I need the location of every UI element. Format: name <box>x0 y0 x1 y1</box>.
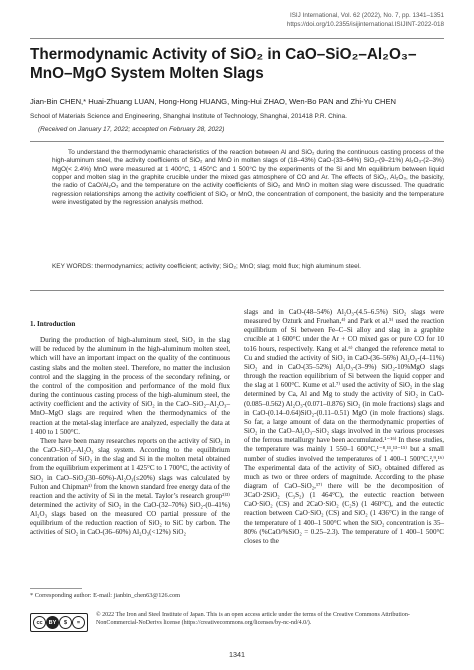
article-title: Thermodynamic Activity of SiO₂ in CaO–SiO₂–Al₂O₃–MnO–MgO System Molten Slags <box>30 46 417 82</box>
license-block <box>30 611 444 637</box>
noderivatives-icon: = <box>72 616 85 629</box>
keywords: KEY WORDS: thermodynamics; activity coefficient; activity; SiO₂; MnO; slag; mold flux; high aluminum steel. <box>52 263 361 270</box>
abstract-bottom-divider <box>30 290 444 291</box>
footnote-divider <box>30 588 82 589</box>
right-column <box>244 308 444 546</box>
journal-header <box>287 12 444 29</box>
section-heading-introduction: 1. Introduction <box>30 320 76 328</box>
journal-doi[interactable]: https://doi.org/10.2355/isijinternational.ISIJINT-2022-018 <box>286 20 444 28</box>
intro-paragraph-2-continued: slags and in CaO-(48–54%) Al₂O₃-(4.5–6.5%) SiO₂ slags were measured by Ozturk and Fruehan,⁴⁾ and Park et al.⁵⁾ used the reaction equilibrium of Si between Fe–C–Si alloy and slag in a graphite crucible at 1 600°C under the Ar + CO mixed gas or pure CO for 10 to16 hours, respectively. Kang et al.⁶⁾ changed the reference metal to Cu and studied the activity of SiO₂ in CaO-(36–56%) Al₂O₃-(4–11%) SiO₂ and in CaO-(35–52%) Al₂O₃-(3–9%) SiO₂-10%MgO slags through the reaction equilibrium of Si between the liquid copper and the slag at 1 600°C. Kume et al.⁷⁾ used the activity of SiO₂ in the slag determined by Ca, Al and Mg to study the activity of SiO₂ in CaO-(0.085–0.562) Al₂O₃-(0.071–0.876) SiO₂ (in mole fractions) slags and in CaO-(0.14–0.64)SiO₂-(0.11–0.51) MgO (in mole fractions) slags. So far, a large amount of data on the thermodynamic properties of SiO₂ in the CaO–Al₂O₃–SiO₂ slags involved in the various processes of the ferrous metallurgy have been accumulated.¹⁻¹⁶⁾ In these studies, the temperature was mainly 1 550–1 600°C,¹⁻⁸,¹¹,¹³⁻¹⁵⁾ but a small number of studies involved the temperatures of 1 400–1 500°C.²,⁹,¹⁶⁾ The experimental data of the activity of SiO₂ obtained differed as much as two or three orders of magnitude. According to the phase diagram of CaO–SiO₂,¹⁷⁾ there will be the decomposition of 3CaO·2SiO₂ (C₃S₂) (1 464°C), the eutectic reaction between CaO·SiO₂ (CS) and 2CaO·SiO₂ (C₂S) (1 460°C), and the eutectic reaction between CaO·SiO₂ (CS) and SiO₂ (1 436°C) in the range of the temperature of 1 400–1 500°C when the SiO₂ concentration is 35–80% (%CaO/%SiO₂ = 0.25–2.3). The temperature of 1 400–1 500°C closes to the <box>244 308 444 545</box>
intro-paragraph-2: There have been many researches reports on the activity of SiO₂ in the CaO–SiO₂–Al₂O₃ slag system. According to the equilibrium concentration of SiO₂ in the slag and Si in the molten metal obtained from the equilibrium experiment at 1 425°C to 1 700°C, the activity of SiO₂ in CaO–SiO₂(30–60%)-Al₂O₃(≤20%) slags was calculated by Fulton and Chipman¹⁾ from the known standard free energy data of the reaction and the activity of Si in the metal. Taylor’s research group²⁾³⁾ determined the activity of SiO₂ in the CaO-(32–70%) SiO₂-(0–41%) Al₂O₃ slags based on the measured CO partial pressure of the equilibrium of the reduction reaction of SiO₂ to SiC by carbon. The activities of SiO₂ in CaO-(36–60%) Al₂O₃(<12%) SiO₂ <box>30 436 230 537</box>
header-divider <box>30 38 444 39</box>
article-affiliation: School of Materials Science and Engineering, Shanghai Institute of Technology, Shanghai, 201418 P.R. China. <box>30 113 347 120</box>
license-text: © 2022 The Iron and Steel Institute of Japan. This is an open access article under the terms of the Creative Commons Attribution-NonCommercial-NoDerivs license (https://creativecommons.org/licenses/by-nc-nd/4.0/). <box>96 612 410 626</box>
attribution-icon: BY <box>46 616 59 629</box>
abstract-text: To understand the thermodynamic characteristics of the reaction between Al and SiO₂ during the continuous casting process of the high-aluminum steel, the activity coefficients of SiO₂ and MnO in molten slags of (18–43%) CaO-(33–64%) SiO₂-(9–21%) Al₂O₃-(2–3%) MgO(< 2.4%) MnO were measured at 1 400°C, 1 450°C and 1 500°C by the experiments of the Si and Mn equilibrium between liquid copper and molten slag in the graphite crucible under the mixed gas atmosphere of CO and Ar. The effects of SiO₂, Al₂O₃, the basicity, the radio of CaO/Al₂O₃ and the temperature on the activity coefficients of SiO₂ and MnO in molten slag were discussed. The quadratic regression relationships among the activity coefficient of SiO₂ or MnO, the concentration of component, the basicity and the temperature were investigated by the regression analysis method. <box>52 149 444 207</box>
cc-by-nc-nd-badge[interactable] <box>30 613 88 632</box>
article-authors: Jian-Bin CHEN,* Huai-Zhuang LUAN, Hong-Hong HUANG, Ming-Hui ZHAO, Wen-Bo PAN and Zhi-Yu CHEN <box>30 97 397 106</box>
intro-paragraph-1: During the production of high-aluminum steel, SiO₂ in the slag will be reduced by the aluminum in the high-aluminum molten steel, which will have an important impact on the quality of the continuous casting slabs and the molten steel. Therefore, no matter the inclusion control and the slagging in the process of the secondary refining, or the control of the composition and performance of the mold flux during the continuous casting process of the high-aluminum steel, the activity coefficient and the activity of SiO₂ in the CaO–SiO₂–Al₂O₃–MnO–MgO slags are required when the thermodynamics of the reaction at the metal-slag interface are analyzed, especially the data at 1 400 to 1 500°C. <box>30 336 230 436</box>
left-column <box>30 308 230 538</box>
journal-citation: ISIJ International, Vol. 62 (2022), No. 7, pp. 1341–1351 <box>289 12 444 19</box>
corresponding-author-footnote: * Corresponding author: E-mail: jianbin_chen63@126.com <box>30 592 181 599</box>
page-number: 1341 <box>229 650 245 659</box>
noncommercial-icon: $ <box>59 616 72 629</box>
abstract-top-divider <box>30 141 444 142</box>
creative-commons-icon: cc <box>33 616 46 629</box>
received-dates: (Received on January 17, 2022; accepted on February 28, 2022) <box>38 126 225 133</box>
